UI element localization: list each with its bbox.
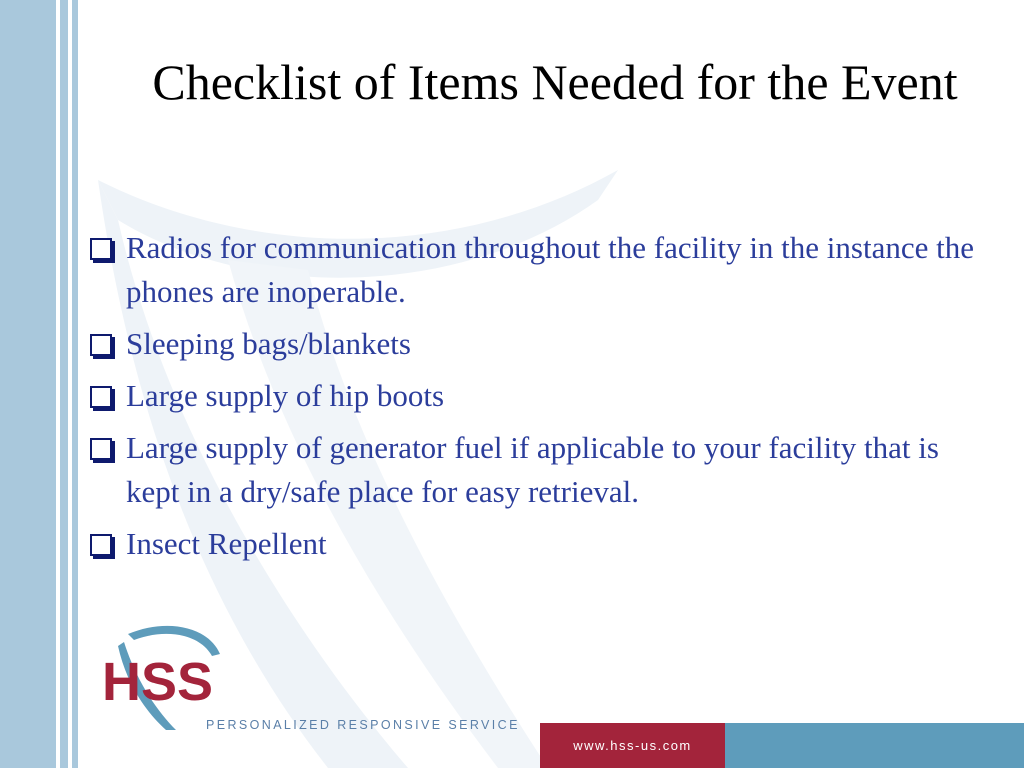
checklist-item-text: Radios for communication throughout the facility in the instance the phones are inoperable. — [126, 230, 974, 309]
company-tagline: PERSONALIZED RESPONSIVE SERVICE — [206, 718, 520, 732]
checklist-item-text: Large supply of generator fuel if applicable to your facility that is kept in a dry/safe place for easy retrieval. — [126, 430, 939, 509]
footer-website[interactable] — [540, 723, 725, 768]
checklist-item-text: Insect Repellent — [126, 526, 327, 561]
left-border-stripe-mid — [60, 0, 68, 768]
checkbox-icon — [90, 438, 112, 460]
left-border-stripe-wide — [0, 0, 56, 768]
checkbox-icon — [90, 534, 112, 556]
checklist — [88, 226, 988, 574]
website-url[interactable]: www.hss-us.com — [573, 738, 692, 753]
checklist-item — [88, 374, 988, 418]
checkbox-icon — [90, 386, 112, 408]
logo-text: HSS — [102, 652, 214, 712]
slide-title: Checklist of Items Needed for the Event — [152, 54, 958, 110]
checklist-item — [88, 426, 988, 514]
checklist-item — [88, 322, 988, 366]
checklist-item — [88, 226, 988, 314]
footer-blue-bar — [725, 723, 1024, 768]
checkbox-icon — [90, 334, 112, 356]
checklist-item — [88, 522, 988, 566]
checklist-item-text: Sleeping bags/blankets — [126, 326, 411, 361]
hss-logo — [96, 620, 256, 732]
checklist-item-text: Large supply of hip boots — [126, 378, 445, 413]
checkbox-icon — [90, 238, 112, 260]
